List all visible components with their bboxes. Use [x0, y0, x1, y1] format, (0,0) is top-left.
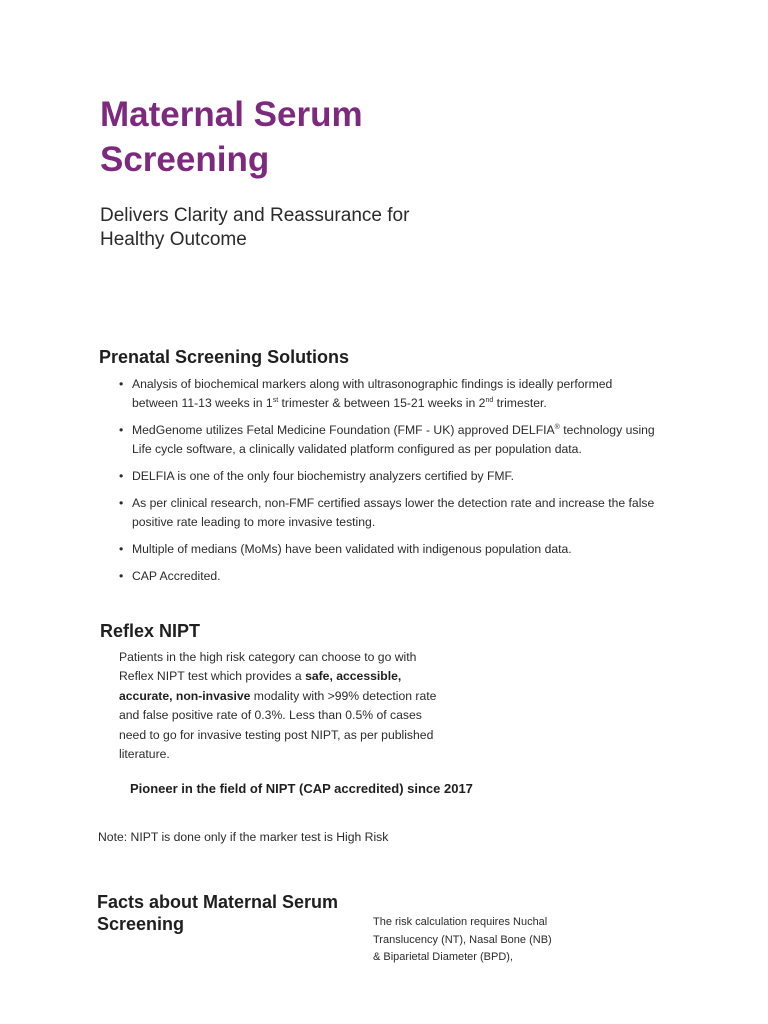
paragraph-line: Reflex NIPT test which provides a [119, 669, 306, 684]
facts-heading-line2: Screening [97, 914, 185, 934]
facts-text-line: Translucency (NT), Nasal Bone (NB) [373, 933, 552, 946]
page-title [100, 92, 520, 182]
list-item [118, 494, 688, 532]
bullet-icon: • [119, 377, 124, 391]
registered-mark: ® [554, 423, 560, 431]
pioneer-statement: Pioneer in the field of NIPT (CAP accredited) since 2017 [130, 781, 473, 796]
facts-text [373, 914, 573, 967]
facts-text-line: & Biparietal Diameter (BPD), [373, 951, 513, 963]
page-title-line2: Screening [100, 140, 270, 179]
prenatal-heading: Prenatal Screening Solutions [99, 347, 350, 367]
paragraph-line: modality with >99% detection rate [250, 688, 437, 703]
superscript: st [272, 396, 279, 404]
paragraph-line: Patients in the high risk category can choose to go with [119, 650, 417, 664]
reflex-nipt-heading: Reflex NIPT [100, 621, 201, 641]
bullet-text: Life cycle software, a clinically validated platform configured as per population data. [132, 442, 582, 456]
page-subtitle-line2: Healthy Outcome [100, 229, 247, 250]
paragraph-line: literature. [119, 747, 170, 762]
bullet-text: CAP Accredited. [132, 569, 221, 583]
paragraph-line: and false positive rate of 0.3%. Less than 0.5% of cases [119, 708, 422, 723]
bullet-text: DELFIA is one of the only four biochemistry analyzers certified by FMF. [132, 469, 515, 483]
facts-heading [97, 891, 367, 935]
bullet-icon: • [119, 569, 124, 583]
facts-heading-line1: Facts about Maternal Serum [97, 892, 339, 912]
prenatal-bullet-list [118, 375, 688, 586]
emphasis-text: accurate, non-invasive [119, 688, 251, 703]
bullet-icon: • [119, 469, 124, 483]
list-item [118, 467, 688, 486]
bullet-text: Analysis of biochemical markers along with ultrasonographic findings is ideally performed [132, 377, 613, 391]
bullet-icon: • [119, 423, 124, 437]
bullet-icon: • [119, 496, 124, 510]
page-subtitle [100, 204, 460, 252]
facts-text-line: The risk calculation requires Nuchal [373, 916, 548, 928]
bullet-text: positive rate leading to more invasive testing. [132, 515, 376, 529]
bullet-text: Multiple of medians (MoMs) have been validated with indigenous population data. [132, 542, 572, 556]
list-item [118, 567, 688, 586]
page-subtitle-line1: Delivers Clarity and Reassurance for [100, 205, 410, 226]
bullet-text: technology using [563, 423, 655, 437]
reflex-nipt-paragraph [119, 648, 464, 764]
bullet-text: trimester & between 15-21 weeks in 2 [281, 396, 486, 410]
bullet-text: MedGenome utilizes Fetal Medicine Foundation (FMF - UK) approved DELFIA [132, 423, 555, 437]
bullet-text: As per clinical research, non-FMF certified assays lower the detection rate and increase the false [132, 496, 655, 510]
bullet-icon: • [119, 542, 124, 556]
nipt-note: Note: NIPT is done only if the marker test is High Risk [98, 830, 389, 844]
bullet-text: trimester. [496, 396, 547, 410]
paragraph-line: need to go for invasive testing post NIPT, as per published [119, 727, 434, 742]
page-title-line1: Maternal Serum [100, 95, 363, 134]
list-item [118, 375, 688, 413]
emphasis-text: safe, accessible, [305, 669, 402, 684]
list-item [118, 421, 688, 459]
superscript: nd [485, 396, 494, 404]
list-item [118, 540, 688, 559]
bullet-text: between 11-13 weeks in 1 [132, 396, 273, 410]
